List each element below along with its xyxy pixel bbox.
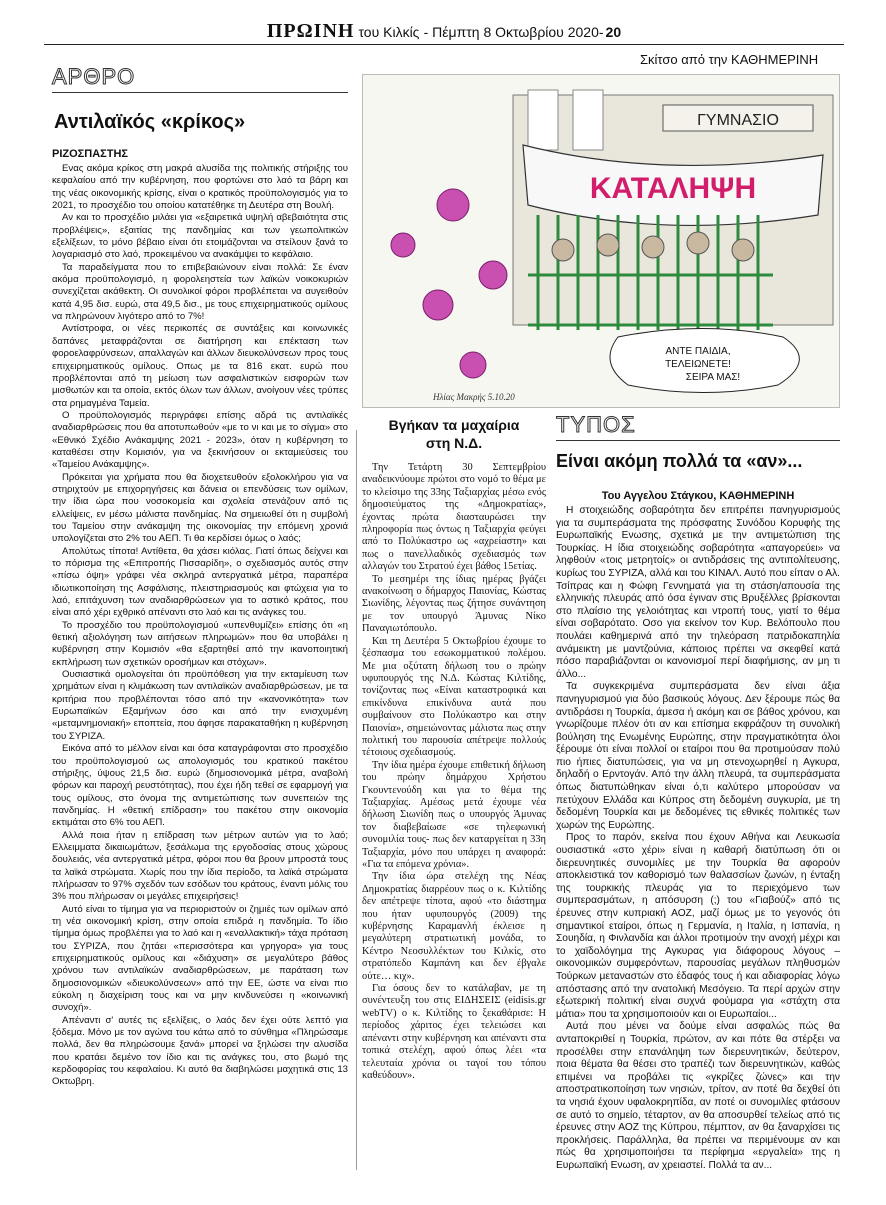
news-title-line: Βγήκαν τα μαχαίρια [388, 417, 520, 433]
paragraph: Αν και το προσχέδιο μιλάει για «εξαιρετικά υψηλή αβεβαιότητα στις προβλέψεις», εξαιτίας της πανδημίας και των γεωπολιτικών εξελίξεων, το μόνο βέβαιο είναι ότι ετοιμάζονται να στείλουν ξανά το λογαριασμό στο λαό, προκειμένου να ανακάμψει το κεφάλαιο. [52, 212, 348, 261]
paragraph: Την Τετάρτη 30 Σεπτεμβρίου αναδεικνύουμε πρώτοι στο νομό το θέμα με το κλείσιμο της 33ης Ταξιαρχίας μέσω ενός δημοσιεύματος της «Δημοκρατίας», έχοντας πρώτα διασταυρώσει την πληροφορία πως όντως η Ταξιαρχία φεύγει από το Πολύκαστρο ως «αχρείαστη» και πως ο πανελλαδικός σχεδιασμός των αλλαγών του Στρατού έχει βάθος 15ετίας. [362, 462, 546, 573]
speech-line-1: ΑΝΤΕ ΠΑΙΔΙΑ, [665, 346, 731, 357]
school-sign-text: ΓΥΜΝΑΣΙΟ [697, 112, 779, 129]
press-title: Είναι ακόμη πολλά τα «αν»... [556, 451, 803, 471]
article-byline: ΡΙΖΟΣΠΑΣΤΗΣ [52, 148, 129, 160]
paragraph: Την ίδια ημέρα έχουμε επιθετική δήλωση του πρώην δημάρχου Χρήστου Γκουντενούδη και για το θέμα της Ταξιαρχίας. Αμέσως μετά έχουμε νέα δήλωση Σιωνίδη πως ο υπουργός Άμυνας τον διαβεβαίωσε «σε τηλεφωνική συνομιλία τους- πως δεν καταργείται η 33η Ταξιαρχία, μόνο που υπάρχει η αναφορά: «Για τα επόμενα χρόνια». [362, 759, 546, 870]
paragraph: Ενας ακόμα κρίκος στη μακρά αλυσίδα της πολιτικής στήριξης του κεφαλαίου από την κυβέρνηση, που φορτώνει στο λαό τα βάρη και της νέας οικονομικής κρίσης, είναι ο κρατικός προϋπολογισμός για το 2021, το προσχέδιο του οποίου κατατέθηκε τη Δευτέρα στη Βουλή. [52, 163, 348, 212]
virus-particles [391, 189, 507, 378]
speech-line-3: ΣΕΙΡΑ ΜΑΣ! [685, 372, 741, 383]
cartoon-signature: Ηλίας Μακρής 5.10.20 [433, 392, 515, 402]
cartoon-drawing [363, 75, 840, 408]
section-header [52, 64, 348, 93]
page-number: 20 [605, 24, 622, 40]
paragraph: Αλλά ποια ήταν η επίδραση των μέτρων αυτών για το λαό; Ελλειμματα δικαιωμάτων, ξεσάλωμα της εργοδοσίας στους χώρους δουλειάς, νέα αντεργατικά μέτρα, φόροι που θα βρουν μπροστά τους τα λαϊκά στρώματα. Χωρίς που την ίδια περίοδο, τα λαϊκά στρώματα πλήρωσαν το 97% σχεδόν των εσόδων του κράτους, έναντι μόλις του 3% που πλήρωσαν οι μεγάλες επιχειρήσεις! [52, 829, 348, 903]
press-column [556, 412, 840, 1172]
paragraph: Αυτά που μένει να δούμε είναι ασφαλώς πώς θα ανταποκριθεί η Τουρκία, πρώτον, αν και πότε θα στέρξει να προσέλθει στην επανάληψη των διερευνητικών, δεύτερον, ποια θέματα θα θέσει στο τραπέζι των διερευνητικών, καθώς επιμένει να προβάλει τις «γκρίζες ζώνες» και την αποστρατικοποίηση των νησιών, τρίτον, αν ποτέ θα δεχθεί ότι τα νησιά έχουν υφαλοκρηπίδα, αν ποτέ οι συνομιλίες φτάσουν σε αυτό το σημείο, τέταρτον, αν θα αποσυρθεί τελείως από τις έρευνες στην ΑΟΖ της Κύπρου, πέμπτον, αν θα ξαναρχίσει τις προκλήσεις. Παράλληλα, θα πρέπει να περιμένουμε αν και πώς θα χρησιμοποιήσει τα περίφημα «εργαλεία» της η Ευρωπαϊκή Ενωση, αν χρειαστεί. Πολλά τα αν... [556, 1021, 840, 1171]
article-column [52, 64, 348, 1089]
cartoon-caption: Σκίτσο από την ΚΑΘΗΜΕΡΙΝΗ [640, 52, 819, 67]
paragraph: Απέναντι σ' αυτές τις εξελίξεις, ο λαός δεν έχει ούτε λεπτό για ξόδεμα. Μόνο με τον αγώνα του κάτω από το σύνθημα «Πληρώσαμε πολλά, δεν θα πληρώσουμε ξανά» μπορεί να ξηλώσει την αλυσίδα που κρατάει δεμένο τον ίδιο και τις ανάγκες του, στο βωμό της κερδοφορίας του κεφαλαίου. Κι αυτό θα διαβηλώσει μαχητικά στις 13 Οκτωβρη. [52, 1014, 348, 1088]
section-label: ΤΥΠΟΣ [556, 412, 840, 441]
paragraph: Για όσους δεν το κατάλαβαν, με τη συνέντευξη του στις ΕΙΔΗΣΕΙΣ (eidisis.gr webTV) ο κ. Κιλτίδης το ξεκαθάρισε: Η περίοδος χάριτος έχει τελειώσει και απέναντι στην κυβέρνηση και απέναντι στα τοπικά στελέχη, αφού όπως λέει «τα τελευταία χρόνια οι ταγοί του τόπου καθεύδουν». [362, 983, 546, 1081]
paragraph: Το προσχέδιο του προϋπολογισμού «υπενθυμίζει» επίσης ότι «η θετική αξιολόγηση των αιτήσεων πληρωμών» που θα υποβάλει η κυβέρνηση στην Κομισιόν «θα εξαρτηθεί από την ικανοποιητική εκπλήρωση των σχετικών οροσήμων και στόχων». [52, 619, 348, 668]
paragraph: Το μεσημέρι της ίδιας ημέρας βγάζει ανακοίνωση ο δήμαρχος Παιονίας, Κώστας Σιωνίδης, λέγοντας πως ζήτησε συνάντηση με τον υπουργό Άμυνας Νίκο Παναγιωτόπουλο. [362, 573, 546, 635]
masthead [44, 20, 844, 42]
paragraph: Απολύτως τίποτα! Αντίθετα, θα χάσει κιόλας. Γιατί όπως δείχνει και το πόρισμα της «Επιτροπής Πισσαρίδη», ο σχεδιασμός αυτός στην «πίσω όψη» γράφει νέα σκληρά αντεργατικά μέτρα, παραπέρα ιδιωτικοποίηση της Ασφάλισης, πλειστηριασμούς και φτώχεια για το λαό, επιτάχυνση των αναδιαρθρώσεων για το αστικό κράτος, που είναι από χέρι εχθρικό απέναντι στο λαό και τις ανάγκες του. [52, 545, 348, 619]
paragraph: Τα παραδείγματα που το επιβεβαιώνουν είναι πολλά: Σε έναν ακόμα προϋπολογισμό, η φορολεηστεία των λαϊκών νοικοκυριών συνεχίζεται ακάθεκτη. Οι συνολικοί φόροι προβλέπεται να αυγειθούν κατά 4,95 δισ. ευρώ, στα 49,5 δισ., με τους επιχειρηματικούς ομίλους να πληρώνουν λιγότερο από το 7%! [52, 261, 348, 323]
newspaper-subtitle: του Κιλκίς [358, 24, 420, 40]
article-body [52, 163, 348, 1089]
news-body [362, 462, 546, 1082]
cartoon-illustration [362, 74, 840, 408]
paragraph: Ουσιαστικά ομολογείται ότι προϋπόθεση για την εκταμίευση των χρημάτων είναι η κλιμάκωση των αντιλαϊκών αναδιαρθρώσεων, με τα κριτήρια που προβλέπονται τόσο από την «κανονικότητα» των Ευρωπαϊκών Εξαμήνων όσο και από την ενισχυμένη «μεταμνημονιακή» εποπτεία, που άφησε παρακαταθήκη η κυβέρνηση του ΣΥΡΙΖΑ. [52, 669, 348, 742]
news-title [362, 416, 546, 452]
section-label: ΑΡΘΡΟ [52, 64, 136, 89]
column-divider [356, 430, 357, 1170]
news-column [362, 412, 546, 1082]
issue-date: - Πέμπτη 8 Οκτωβρίου 2020- [423, 24, 604, 40]
paragraph: Ο προϋπολογισμός περιγράφει επίσης αδρά τις αντιλαϊκές αναδιαρθρώσεις που θα αποτυπωθούν «με το νι και με το σίγμα» στο «Εθνικό Σχέδιο Ανάκαμψης 2021 - 2023», όταν η κυβέρνηση το καταθέσει στην Κομισιόν, για να ξεκινήσουν οι εκταμιεύσεις του «Ταμείου Ανάκαμψης». [52, 409, 348, 471]
press-body [556, 505, 840, 1172]
paragraph: Η στοιχειώδης σοβαρότητα δεν επιτρέπει πανηγυρισμούς για τα συμπεράσματα της πρόσφατης Συνόδου Κορυφής της Ευρωπαϊκής Ενωσης, σχετικά με την αντιμετώπιση της Τουρκίας. Η ίδια στοιχειώδης σοβαρότητα «απαγορεύει» να ληφθούν «τοις μετρητοίς» οι αντιδράσεις της αντιπολίτευσης, κυρίως του ΣΥΡΙΖΑ, αλλά και του ΚΙΝΑΛ. Αυτό που είπαν ο Αλ. Τσίπρας και η Φώφη Γεννηματά για τη στάση/απουσία της ελληνικής πλευράς από όσα έγιναν στις Βρυξέλλες βρίσκονται στο πλαίσιο της γελοιότητας και ντροπή τους, γιατί το θέμα είναι σοβαρότατο. Οσο για εκείνον τον Κυρ. Βελόπουλο που πουλάει καθημερινά από την τηλεόραση πατριδοκαπηλία ανάμεικτη με μαντζούνια, κάποιος πρέπει να σκεφθεί κατά πόσο παραβιάζονται οι κανονισμοί περί διαφήμισης, αν μη τι άλλο... [556, 505, 840, 680]
banner-text: ΚΑΤΑΛΗΨΗ [589, 172, 757, 205]
masthead-rule [44, 44, 844, 45]
paragraph: Τα συγκεκριμένα συμπεράσματα δεν είναι άξια πανηγυρισμού για δύο βασικούς λόγους. Δεν ξέρουμε πώς θα αντιδράσει η Τουρκία, άμεσα ή ακόμη και σε βάθος χρόνου, και γνωρίζουμε πλέον ότι αν και επίσημα εκφράζουν τη συνολική βούληση της Ενωμένης Ευρώπης, στην πραγματικότητα όλοι ξέρουμε ότι είναι πολλοί οι εταίροι που θα προτιμούσαν πολύ πιο ήπιες διατυπώσεις, για να μη στενοχωρηθεί η Αγκυρα, δηλαδή ο Ερντογάν. Από την άλλη πλευρά, τα συμπεράσματα όπως διατυπώθηκαν είναι ό,τι καλύτερο μπορούσαν να πετύχουν Ελλάδα και Κύπρος στη δεδομένη συγκυρία, με τη δεδομένη Τουρκία και με δεδομένες τις εθνικές πολιτικές των χωρών της Ευρώπης. [556, 681, 840, 831]
newspaper-brand: ΠΡΩΙΝΗ [266, 20, 355, 42]
paragraph: Αυτό είναι το τίμημα για να περιοριστούν οι ζημιές των ομίλων από τη νέα οικονομική κρίση, στην οποία επιδρά η πανδημία. Το ίδιο τίμημα όμως προβλέπει για το λαό και η «εναλλακτική» τάχα πρόταση του ΣΥΡΙΖΑ, που ζητάει «περισσότερα και γρηγορα» για τους επιχειρηματικούς ομίλους και «διάχυση» σε μεγαλύτερο βάθος χρόνου των αντιλαϊκών αναδιαρθρώσεων, με παράταση των δημοσιονομικών «διευκολύνσεων» από την ΕΕ, ώστε να είναι πιο εύκολη η διαχείριση τους και να μην κινδυνεύσει η «κοινωνική συνοχή». [52, 903, 348, 1014]
press-byline: Του Αγγελου Στάγκου, ΚΑΘΗΜΕΡΙΝΗ [601, 490, 795, 502]
news-title-line: στη Ν.Δ. [425, 435, 483, 451]
speech-line-2: ΤΕΛΕΙΩΝΕΤΕ! [665, 359, 731, 370]
paragraph: Και τη Δευτέρα 5 Οκτωβρίου έχουμε το ξέσπασμα του εσωκομματικού πολέμου. Με μια οξύτατη δήλωση του ο πρώην υφυπουργός της Ν.Δ. Κώστας Κιλτίδης, τονίζοντας πως «Είναι καταστροφικά και επικίνδυνα επικίνδυνα αυτά που συμβαίνουν στο Πολύκαστρο και στην Παιονία», σημειώνοντας μάλιστα πως στην πολιτική του παρουσία απέτρεψε πολλούς τέτοιους σχεδιασμούς. [362, 635, 546, 759]
paragraph: Πρόκειται για χρήματα που θα διοχετευθούν εξολοκλήρου για να στηριχτούν με επιχορηγήσεις και δάνεια οι επενδύσεις των ομίλων, την ίδια ώρα που νοσοκομεία και σχολεία στενάζουν από τις ελλείψεις, εν μέσω μάλιστα πανδημίας. Να σημειωθεί ότι η συμβολή του Ταμείου στην ανάκαμψη της οικονομίας την επόμενη χρονιά υπολογίζεται στο 2% του ΑΕΠ. Τι θα κερδίσει όμως ο λαός; [52, 471, 348, 545]
paragraph: Προς το παρόν, εκείνα που έχουν Αθήνα και Λευκωσία ουσιαστικά «στο χέρι» είναι η καθαρή διατύπωση ότι οι διερευνητικές συνομιλίες με την Τουρκία θα αφορούν αποκλειστικά τον καθορισμό των θαλασσίων ζωνών, η ένταξη της τουρκικής πλευράς για το περιεχόμενο των συμπερασμάτων, η απόσυρση (;) του «Γιαβούζ» από τις έρευνες στην κυπριακή ΑΟΖ, μαζί όμως με το γεγονός ότι σημαντικοί εταίροι, όπως η Γερμανία, η Ιταλία, η Ισπανία, η Σουηδία, η Φινλανδία και άλλοι προτιμούν την ανοχή μέχρι και το χαϊδολόγημα της Αγκυρας για διάφορους λόγους – οικονομικών συμφερόντων, παρουσίας μεγάλων πληθυσμών Τούρκων μεταναστών στο έδαφός τους ή και αδιαφορίας λόγω απόστασης από την ανατολική Μεσόγειο. Τα περί αρχών στην εξωτερική πολιτική είναι συχνά φούμαρα για «στάχτη στα μάτια» που τα χρησιμοποιούν και οι Ευρωπαίοι... [556, 832, 840, 1020]
paragraph: Αντίστροφα, οι νέες περικοπές σε συντάξεις και κοινωνικές δαπάνες μεταφράζονται σε διατήρηση και επέκταση των φοροελαφρύνσεων, απαλλαγών και άλλων διευκολύνσεων προς τους επιχειρηματικούς ομίλους. Οπως με τα 816 εκατ. ευρώ που προβλέπονται από τη μείωση των ασφαλιστικών εισφορών των μισθωτών και τα οποία, εκτός όλων των άλλων, ανοίγουν νέες τρύπες στα ρημαγμένα Ταμεία. [52, 323, 348, 409]
paragraph: Την ίδια ώρα στελέχη της Νέας Δημοκρατίας διαρρέουν πως ο κ. Κιλτίδης δεν απέτρεψε τίποτα, αφού «το διάστημα που ήταν υφυπουργός (2009) της κυβέρνησης Καραμανλή έκλεισε η μεγαλύτερη στρατιωτική μονάδα, το Κέντρο Νεοσυλλέκτων του Κιλκίς, στο στρατόπεδο Καμπάνη και δεν έβγαλε ούτε… κιχ». [362, 871, 546, 982]
article-title: Αντιλαϊκός «κρίκος» [54, 111, 246, 133]
paragraph: Εικόνα από το μέλλον είναι και όσα καταγράφονται στο προσχέδιο του προϋπολογισμού ως απολογισμός του κρατικού πακέτου στήριξης, ύψους 21,5 δισ. ευρώ (δημοσιονομικά μέτρα, αναβολή φόρων και παροχή ρευστότητας), που έχει ήδη τεθεί σε εφαρμογή για τους ομίλους, στο όνομα της αντιμετώπισης των συνεπειών της πανδημίας. Η «θετική επίδραση» του πακέτου στην οικονομία εκτιμάται στο 6% του ΑΕΠ. [52, 743, 348, 829]
